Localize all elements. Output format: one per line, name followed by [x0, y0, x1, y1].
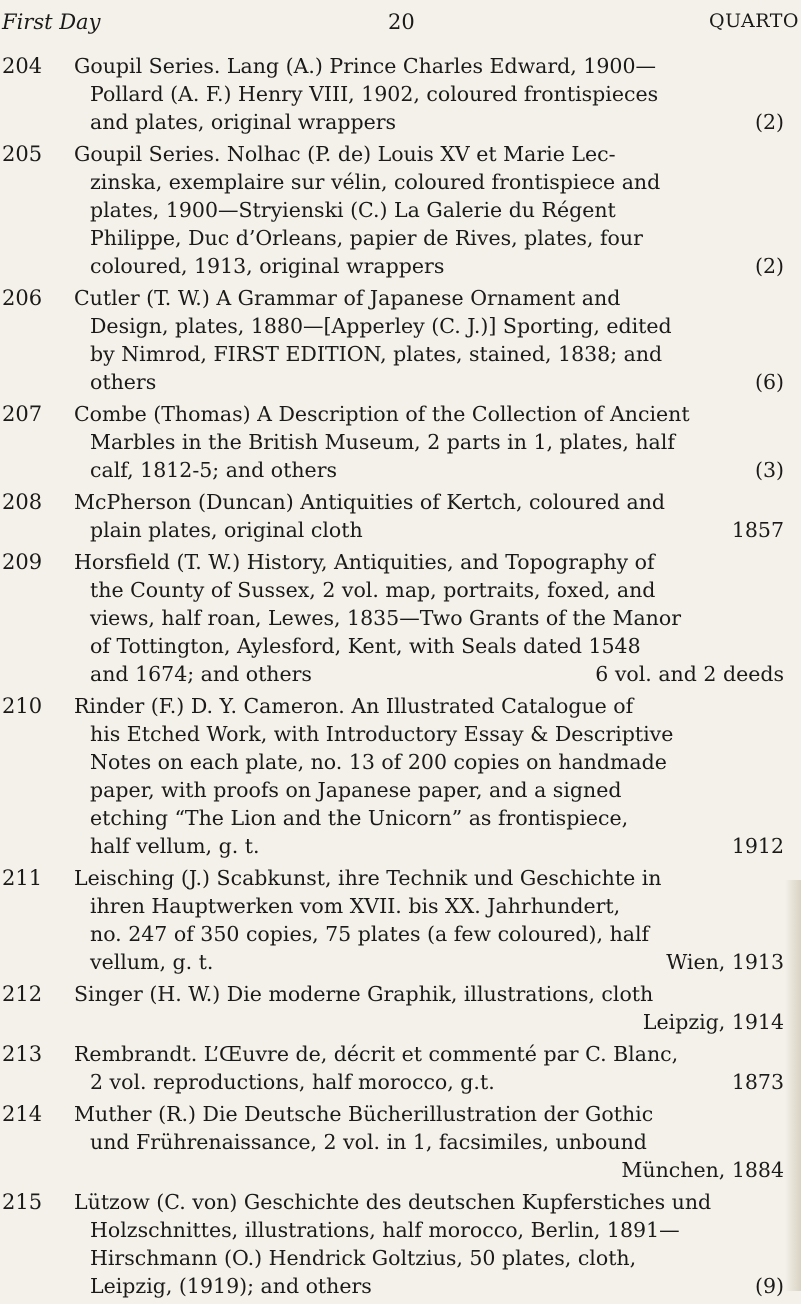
description-line: plates, 1900—Stryienski (C.) La Galerie du Régent	[90, 198, 616, 222]
lot-quantity: (2)	[754, 110, 784, 134]
lot-number: 207	[2, 402, 43, 426]
description-line: calf, 1812-5; and others (3)	[90, 458, 784, 482]
lot-description	[74, 1040, 784, 1096]
description-line: Leisching (J.) Scabkunst, ihre Technik und Geschichte in	[74, 866, 662, 890]
lot-entry	[0, 1040, 790, 1096]
description-line: zinska, exemplaire sur vélin, coloured frontispiece and	[90, 170, 661, 194]
format-label: QUARTO	[709, 10, 799, 32]
lot-description	[74, 692, 784, 860]
sale-day-label: First Day	[2, 10, 101, 34]
lot-entry	[0, 864, 790, 976]
description-line: Rinder (F.) D. Y. Cameron. An Illustrated Catalogue of	[74, 694, 634, 718]
lot-entry	[0, 140, 790, 280]
lot-number: 212	[2, 982, 43, 1006]
lot-number: 204	[2, 54, 43, 78]
lot-quantity: (3)	[754, 458, 784, 482]
lot-entry	[0, 548, 790, 688]
lot-description	[74, 488, 784, 544]
lot-description	[74, 52, 784, 136]
lot-number: 205	[2, 142, 43, 166]
description-line: and 1674; and others 6 vol. and 2 deeds	[90, 662, 784, 686]
description-line: vellum, g. t. Wien, 1913	[90, 950, 784, 974]
description-line: his Etched Work, with Introductory Essay & Descriptive	[90, 722, 674, 746]
lot-quantity: (6)	[754, 370, 784, 394]
lot-quantity: Leipzig, 1914	[642, 1010, 784, 1034]
description-line: Notes on each plate, no. 13 of 200 copies on handmade	[90, 750, 667, 774]
lot-entry	[0, 284, 790, 396]
lot-quantity: 1873	[731, 1070, 784, 1094]
page-number: 20	[388, 10, 415, 34]
description-line: Goupil Series. Lang (A.) Prince Charles Edward, 1900—	[74, 54, 656, 78]
lot-quantity: Wien, 1913	[666, 950, 784, 974]
lot-description	[74, 864, 784, 976]
description-line: plain plates, original cloth 1857	[90, 518, 784, 542]
lot-quantity: 1912	[731, 834, 784, 858]
lot-description	[74, 1188, 784, 1300]
lot-quantity: München, 1884	[621, 1158, 784, 1182]
lot-number: 208	[2, 490, 43, 514]
page-header	[0, 10, 801, 40]
lot-entry	[0, 52, 790, 136]
description-line: of Tottington, Aylesford, Kent, with Seals dated 1548	[90, 634, 641, 658]
lot-entry	[0, 400, 790, 484]
description-line: ihren Hauptwerken vom XVII. bis XX. Jahrhundert,	[90, 894, 621, 918]
description-line: Combe (Thomas) A Description of the Collection of Ancient	[74, 402, 690, 426]
description-line: etching “The Lion and the Unicorn” as frontispiece,	[90, 806, 629, 830]
lot-quantity: (2)	[754, 254, 784, 278]
description-line: the County of Sussex, 2 vol. map, portraits, foxed, and	[90, 578, 656, 602]
lot-number: 213	[2, 1042, 43, 1066]
description-line: coloured, 1913, original wrappers (2)	[90, 254, 784, 278]
lot-description	[74, 400, 784, 484]
lot-entry	[0, 1188, 790, 1300]
description-line: paper, with proofs on Japanese paper, and a signed	[90, 778, 622, 802]
description-line: views, half roan, Lewes, 1835—Two Grants of the Manor	[90, 606, 682, 630]
description-line: und Frührenaissance, 2 vol. in 1, facsimiles, unbound	[90, 1130, 647, 1154]
lot-description	[74, 284, 784, 396]
lot-quantity: (9)	[754, 1274, 784, 1298]
description-line: Philippe, Duc d’Orleans, papier de Rives, plates, four	[90, 226, 643, 250]
description-line: and plates, original wrappers (2)	[90, 110, 784, 134]
description-line: Pollard (A. F.) Henry VIII, 1902, coloured frontispieces	[90, 82, 659, 106]
description-line: Design, plates, 1880—[Apperley (C. J.)] Sporting, edited	[90, 314, 672, 338]
description-line: Leipzig, (1919); and others (9)	[90, 1274, 784, 1298]
lot-entry	[0, 488, 790, 544]
description-line: Cutler (T. W.) A Grammar of Japanese Ornament and	[74, 286, 621, 310]
lot-number: 214	[2, 1102, 43, 1126]
description-line: Singer (H. W.) Die moderne Graphik, illustrations, cloth	[74, 982, 654, 1006]
lot-number: 211	[2, 866, 43, 890]
description-line: Horsfield (T. W.) History, Antiquities, and Topography of	[74, 550, 655, 574]
description-line: Rembrandt. L’Œuvre de, décrit et commenté par C. Blanc,	[74, 1042, 679, 1066]
lot-description	[74, 1100, 784, 1184]
description-line: Holzschnittes, illustrations, half morocco, Berlin, 1891—	[90, 1218, 680, 1242]
description-line: Marbles in the British Museum, 2 parts in 1, plates, half	[90, 430, 675, 454]
lot-quantity: 6 vol. and 2 deeds	[595, 662, 784, 686]
lot-description	[74, 548, 784, 688]
lot-number: 210	[2, 694, 43, 718]
description-line: others (6)	[90, 370, 784, 394]
lot-description	[74, 140, 784, 280]
catalogue-entries	[0, 52, 790, 1304]
lot-quantity: 1857	[731, 518, 784, 542]
description-line: Lützow (C. von) Geschichte des deutschen Kupferstiches und	[74, 1190, 712, 1214]
description-line: 2 vol. reproductions, half morocco, g.t. 1873	[90, 1070, 784, 1094]
description-line: no. 247 of 350 copies, 75 plates (a few coloured), half	[90, 922, 650, 946]
lot-entry	[0, 692, 790, 860]
description-line: by Nimrod, FIRST EDITION, plates, stained, 1838; and	[90, 342, 663, 366]
page-edge-shadow	[785, 880, 801, 1291]
description-line: Goupil Series. Nolhac (P. de) Louis XV et Marie Lec-	[74, 142, 616, 166]
lot-description	[74, 980, 784, 1036]
lot-entry	[0, 980, 790, 1036]
lot-entry	[0, 1100, 790, 1184]
description-line: Hirschmann (O.) Hendrick Goltzius, 50 plates, cloth,	[90, 1246, 637, 1270]
lot-number: 209	[2, 550, 43, 574]
description-line: half vellum, g. t. 1912	[90, 834, 784, 858]
description-line: McPherson (Duncan) Antiquities of Kertch, coloured and	[74, 490, 666, 514]
lot-number: 215	[2, 1190, 43, 1214]
description-line: Muther (R.) Die Deutsche Bücherillustration der Gothic	[74, 1102, 654, 1126]
lot-number: 206	[2, 286, 43, 310]
